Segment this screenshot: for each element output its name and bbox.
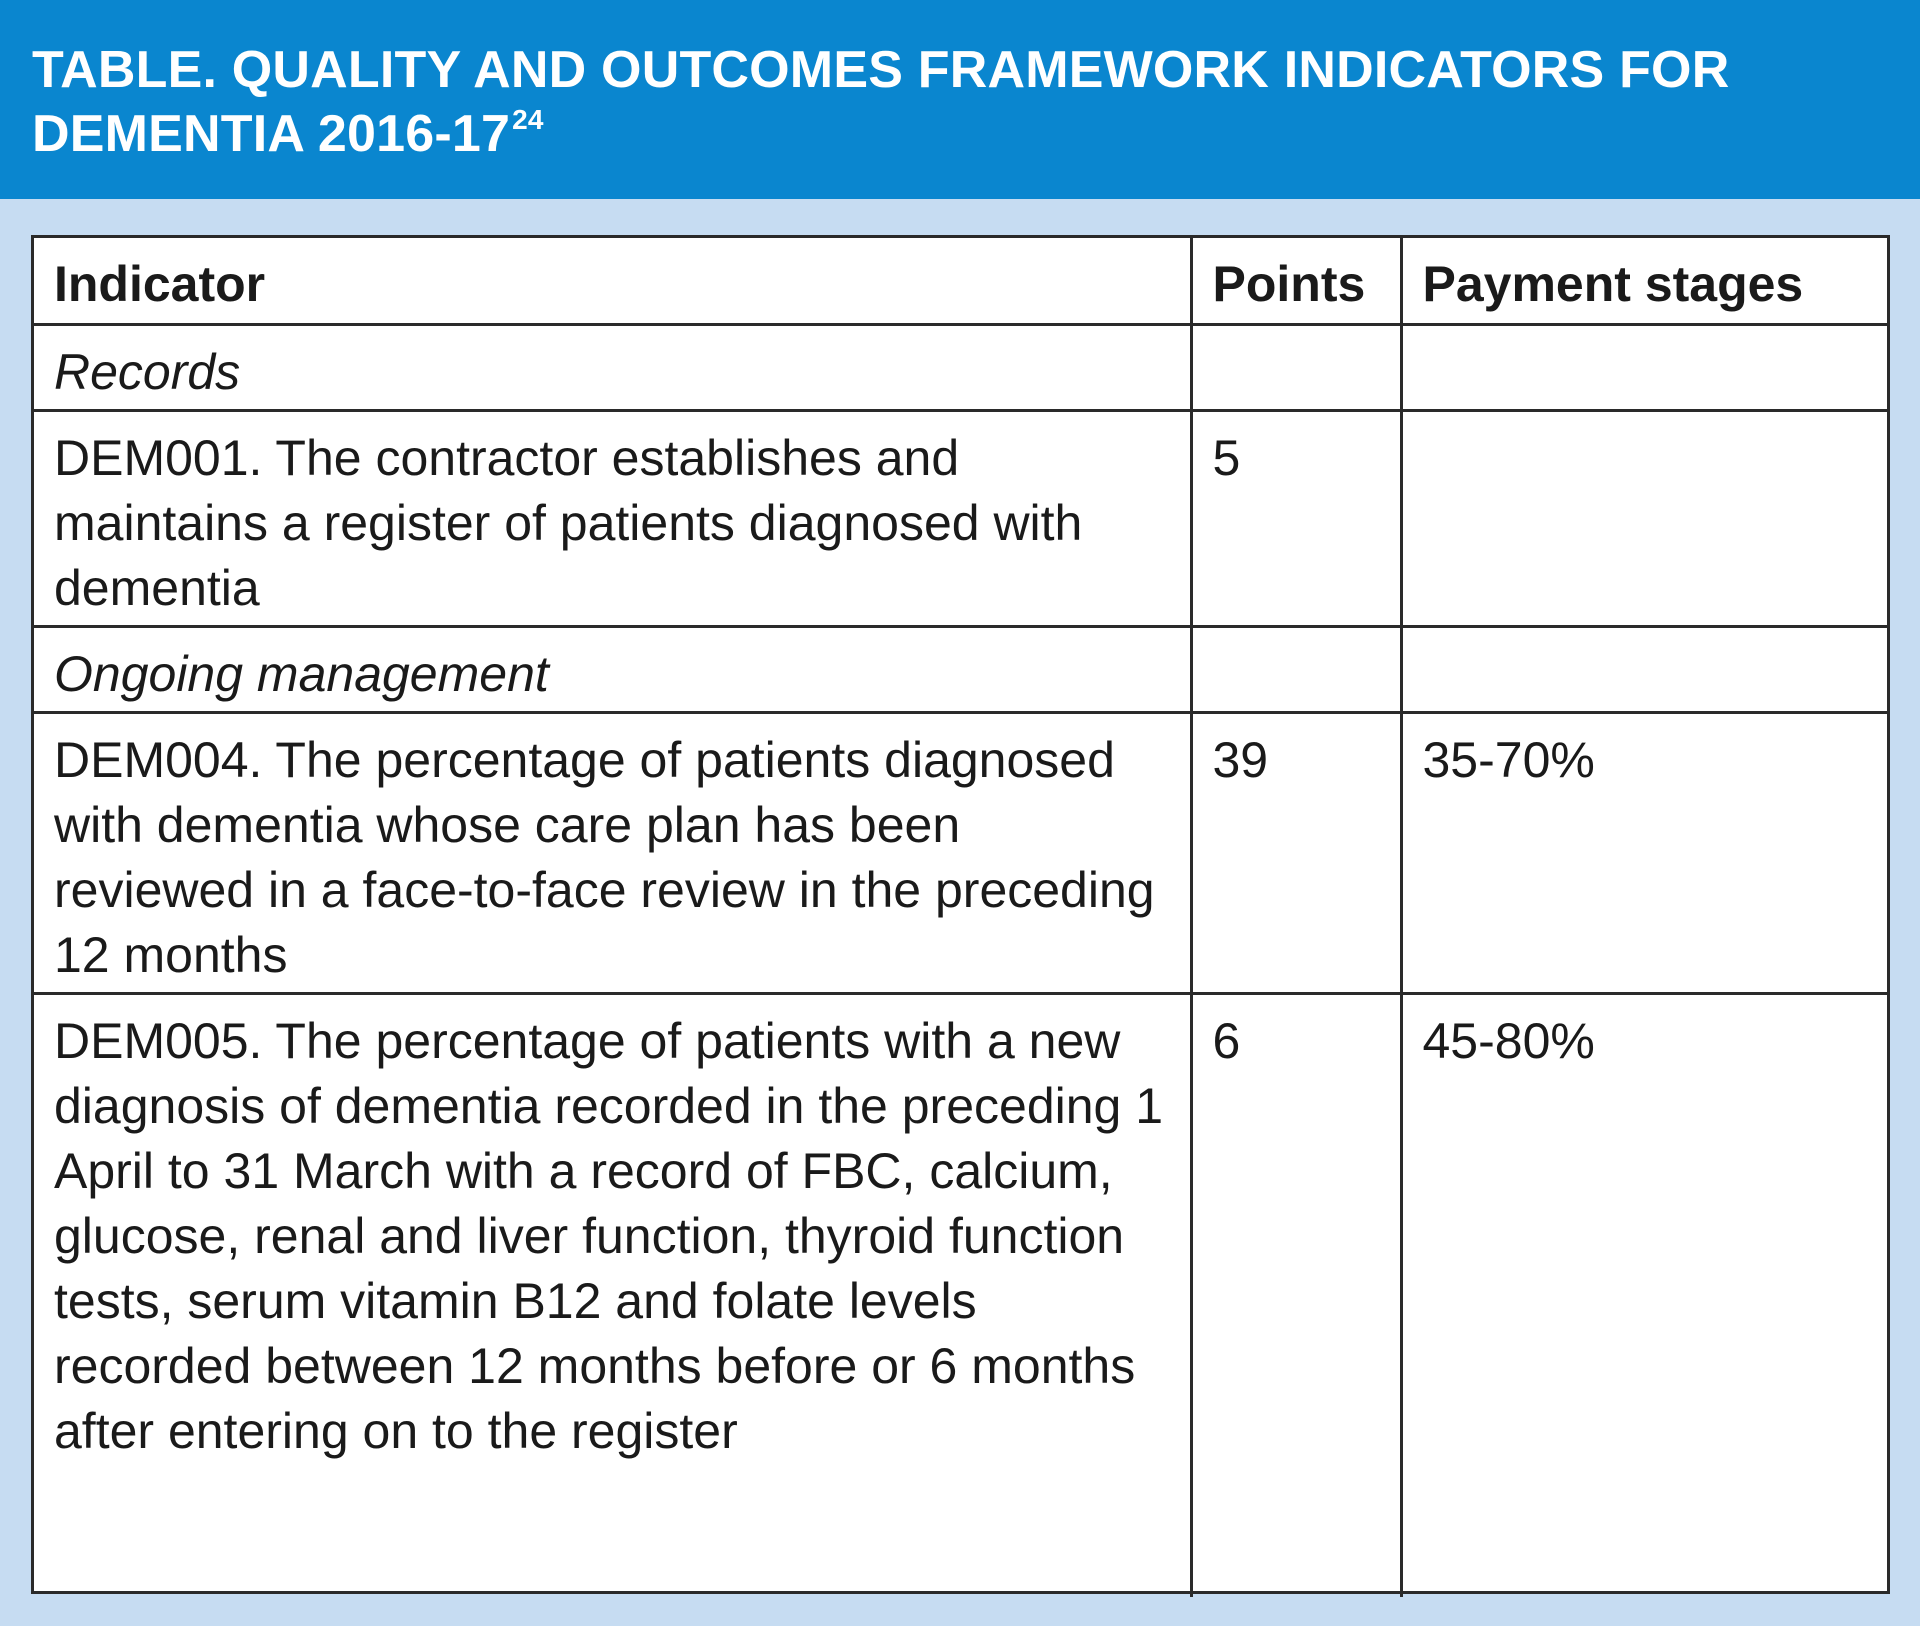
points-cell: 5	[1191, 410, 1401, 626]
indicators-table	[31, 235, 1890, 1594]
payment-stages-cell	[1401, 410, 1887, 626]
table-title	[0, 0, 1920, 199]
column-header-points: Points	[1191, 238, 1401, 324]
column-header-indicator: Indicator	[34, 238, 1191, 324]
table-row	[34, 410, 1887, 626]
payment-stages-cell: 45-80%	[1401, 993, 1887, 1597]
section-row-records	[34, 324, 1887, 410]
table-row	[34, 993, 1887, 1597]
section-row-ongoing-management	[34, 626, 1887, 712]
section-title-ongoing-management: Ongoing management	[34, 626, 1191, 712]
table-row	[34, 712, 1887, 993]
empty-cell	[1401, 626, 1887, 712]
section-title-records: Records	[34, 324, 1191, 410]
indicator-cell: DEM005. The percentage of patients with a new diagnosis of dementia recorded in the preceding 1 April to 31 March with a record of FBC, calcium, glucose, renal and liver function, thyroid function tests, serum vitamin B12 and folate levels recorded between 12 months before or 6 months after entering on to the register	[34, 993, 1191, 1597]
indicator-cell: DEM001. The contractor establishes and maintains a register of patients diagnosed with dementia	[34, 410, 1191, 626]
reference-superscript: 24	[512, 104, 544, 135]
table-title-line1: TABLE. QUALITY AND OUTCOMES FRAMEWORK INDICATORS FOR	[32, 41, 1730, 99]
points-cell: 6	[1191, 993, 1401, 1597]
table-title-line2-text: DEMENTIA 2016-17	[32, 105, 511, 163]
table-header-row	[34, 238, 1887, 324]
empty-cell	[1191, 324, 1401, 410]
indicator-cell: DEM004. The percentage of patients diagnosed with dementia whose care plan has been reviewed in a face-to-face review in the preceding 12 months	[34, 712, 1191, 993]
table-title-line2	[32, 102, 1886, 166]
empty-cell	[1191, 626, 1401, 712]
points-cell: 39	[1191, 712, 1401, 993]
payment-stages-cell: 35-70%	[1401, 712, 1887, 993]
column-header-payment-stages: Payment stages	[1401, 238, 1887, 324]
empty-cell	[1401, 324, 1887, 410]
